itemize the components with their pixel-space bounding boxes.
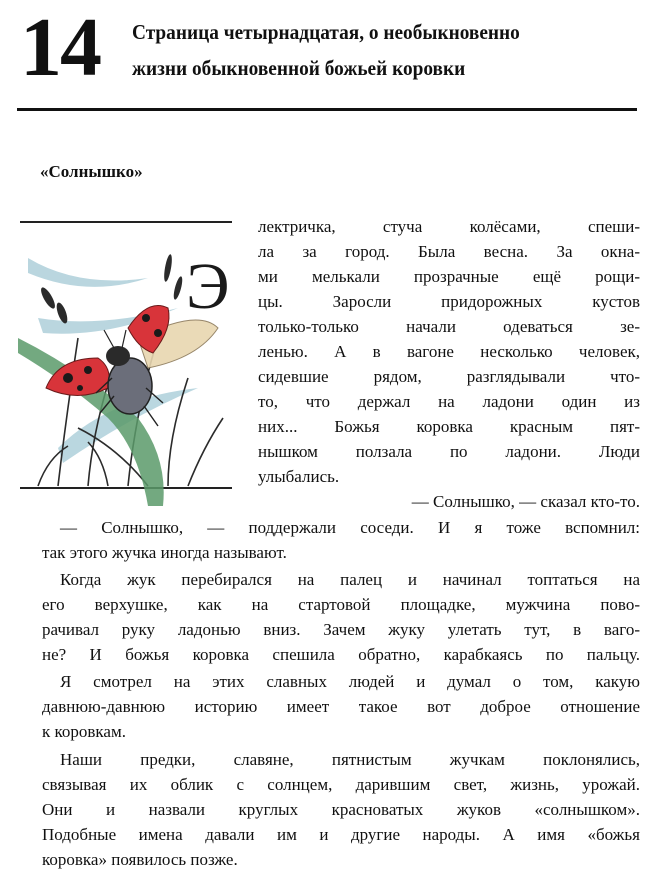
text-line: сидевшие рядом, разглядывали что- xyxy=(258,367,640,386)
text-line: ми мелькали прозрачные ещё рощи- xyxy=(258,267,640,286)
chapter-number: 14 xyxy=(20,1,100,94)
text-line: Наши предки, славяне, пятнистым жучкам поклонялись, xyxy=(60,750,640,769)
text-line: Они и назвали круглых красноватых жуков «солнышком». xyxy=(42,800,640,819)
text-line: улыбались. xyxy=(258,467,340,486)
chapter-title xyxy=(132,14,610,86)
text-line: только-только начали одеваться зе- xyxy=(258,317,640,336)
text-line: рачивал руку ладонью вниз. Зачем жуку улетать тут, в ваго- xyxy=(42,620,640,639)
text-line: то, что держал на ладони один из xyxy=(258,392,640,411)
chapter-title-line-1: Страница четырнадцатая, о необыкновенно xyxy=(132,20,520,44)
text-line: Подобные имена давали им и другие народы. А имя «божья xyxy=(42,825,640,844)
text-line: связывая их облик с солнцем, дарившим свет, жизнь, урожай. xyxy=(42,775,640,794)
text-line: лектричка, стуча колёсами, спеши- xyxy=(258,217,640,236)
text-line: ленью. А в вагоне несколько человек, xyxy=(258,342,640,361)
text-line: Я смотрел на этих славных людей и думал о том, какую xyxy=(60,672,640,691)
text-line: — Солнышко, — сказал кто-то. xyxy=(411,492,640,511)
section-title: «Солнышко» xyxy=(40,162,143,181)
text-line: цы. Заросли придорожных кустов xyxy=(258,292,640,311)
text-line: — Солнышко, — поддержали соседи. И я тоже вспомнил: xyxy=(60,518,640,537)
header-rule xyxy=(17,108,637,111)
chapter-title-line-2: жизни обыкновенной божьей коровки xyxy=(132,56,466,80)
text-line: давнюю-давнюю историю имеет такое вот доброе отношение xyxy=(42,697,640,716)
text-line: Когда жук перебирался на палец и начинал топтаться на xyxy=(60,570,640,589)
text-line: к коровкам. xyxy=(42,722,126,741)
text-line: нышком ползала по ладони. Люди xyxy=(258,442,640,461)
text-line: не? И божья коровка спешила обратно, карабкаясь по пальцу. xyxy=(42,645,640,664)
text-line: ла за город. Была весна. За окна- xyxy=(258,242,640,261)
text-line: его верхушке, как на стартовой площадке, мужчина пово- xyxy=(42,595,640,614)
text-line: них... Божья коровка красным пят- xyxy=(258,417,640,436)
drop-cap: Э xyxy=(186,250,230,323)
ladybug-illustration xyxy=(18,218,236,506)
text-line: так этого жучка иногда называют. xyxy=(42,543,287,562)
text-line: коровка» появилось позже. xyxy=(42,850,238,869)
